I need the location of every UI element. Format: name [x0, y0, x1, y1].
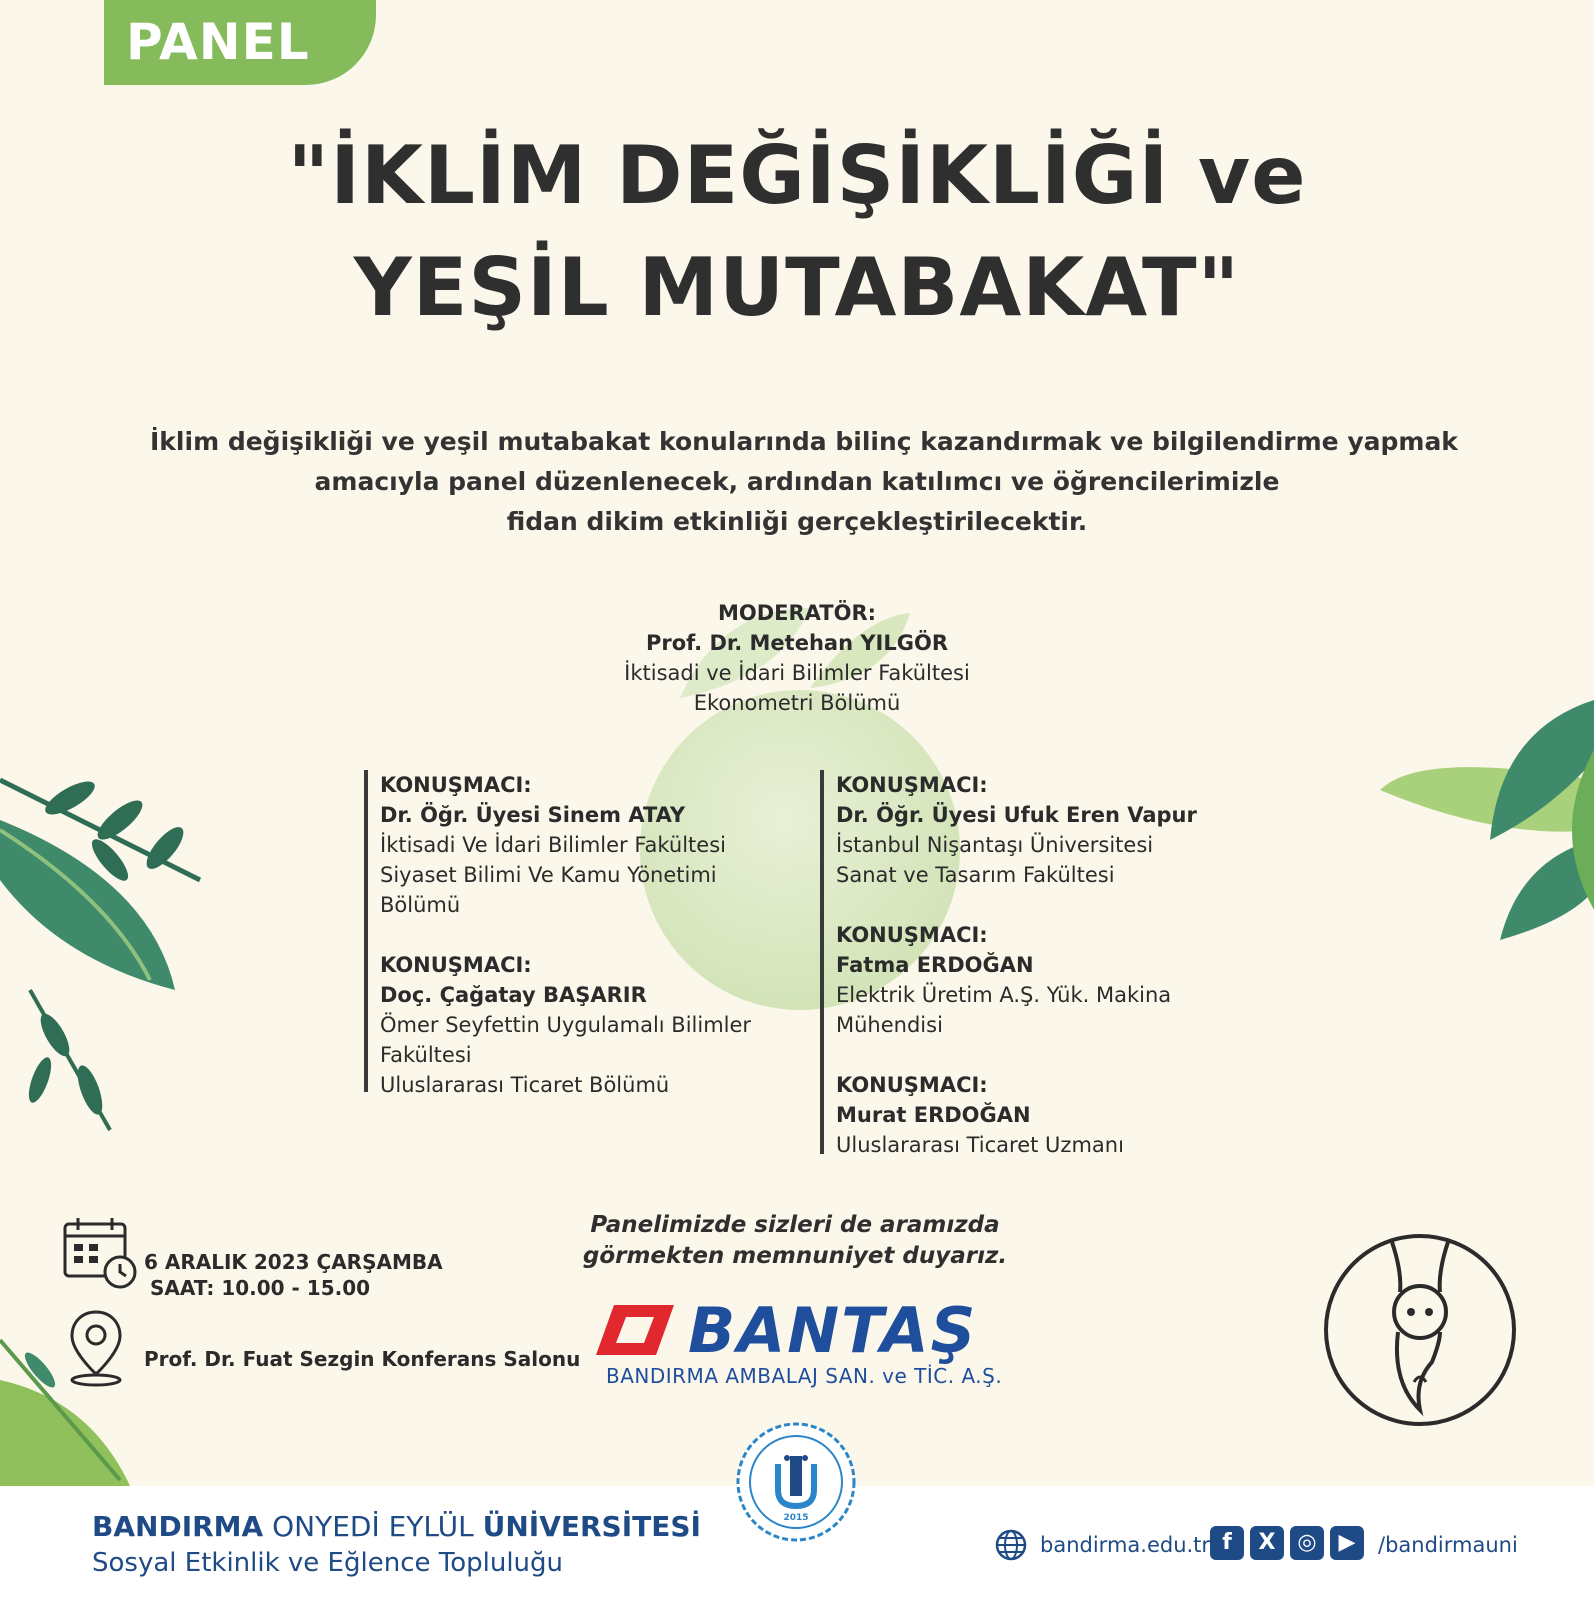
bantas-logo-mark	[596, 1303, 674, 1357]
intro-line-1: İklim değişikliği ve yeşil mutabakat konularında bilinç kazandırmak ve bilgilendirme yapmak	[150, 427, 1458, 456]
moderator-department: Ekonometri Bölümü	[693, 691, 901, 715]
intro-line-2: amacıyla panel düzenlenecek, ardından katılımcı ve öğrencilerimizle	[314, 467, 1280, 496]
event-date: 6 ARALIK 2023 ÇARŞAMBA	[144, 1250, 443, 1274]
welcome-message	[560, 1210, 1030, 1272]
speaker-line: Sanat ve Tasarım Fakültesi	[836, 863, 1115, 887]
speaker-card	[836, 770, 1260, 890]
speakers-left-column	[364, 770, 804, 1097]
speaker-name: Dr. Öğr. Üyesi Sinem ATAY	[380, 803, 686, 827]
speaker-card	[836, 920, 1260, 1040]
intro-line-3: fidan dikim etkinliği gerçekleştirilecektir.	[506, 507, 1088, 536]
page-title	[0, 120, 1594, 344]
moderator-faculty: İktisadi ve İdari Bilimler Fakültesi	[624, 661, 970, 685]
event-time: SAAT: 10.00 - 15.00	[150, 1276, 371, 1300]
bantas-subtitle: BANDIRMA AMBALAJ SAN. ve TİC. A.Ş.	[606, 1364, 1003, 1388]
university-name-part-2: ONYEDİ EYLÜL	[263, 1510, 483, 1543]
title-line-1: "İKLİM DEĞİŞİKLİĞİ ve	[287, 129, 1307, 222]
location-pin-icon	[66, 1308, 126, 1388]
event-date-time	[144, 1249, 443, 1301]
speaker-line: Uluslararası Ticaret Uzmanı	[836, 1133, 1124, 1157]
speaker-label: KONUŞMACI:	[836, 1073, 988, 1097]
x-icon[interactable]: X	[1250, 1526, 1284, 1560]
moderator-name: Prof. Dr. Metehan YILGÖR	[646, 631, 948, 655]
speaker-line: İstanbul Nişantaşı Üniversitesi	[836, 833, 1154, 857]
bantas-logo: BANTAŞ	[688, 1294, 978, 1367]
speaker-line: Fakültesi	[380, 1043, 472, 1067]
university-seal-logo	[734, 1420, 858, 1544]
club-emblem-logo	[1322, 1232, 1518, 1428]
moderator-block	[0, 598, 1594, 718]
facebook-icon[interactable]: f	[1210, 1526, 1244, 1560]
speaker-name: Doç. Çağatay BAŞARIR	[380, 983, 647, 1007]
speaker-name: Murat ERDOĞAN	[836, 1103, 1031, 1127]
intro-paragraph	[150, 422, 1458, 542]
event-venue: Prof. Dr. Fuat Sezgin Konferans Salonu	[144, 1347, 581, 1371]
university-name-part-1: BANDIRMA	[92, 1510, 264, 1543]
website-link[interactable]: bandirma.edu.tr	[1040, 1533, 1211, 1557]
welcome-line-2: görmekten memnuniyet duyarız.	[582, 1243, 1008, 1269]
youtube-icon[interactable]: ▶	[1330, 1526, 1364, 1560]
calendar-icon	[62, 1214, 138, 1290]
club-name: Sosyal Etkinlik ve Eğlence Topluluğu	[92, 1548, 564, 1578]
globe-web-icon	[994, 1528, 1028, 1562]
speaker-line: Ömer Seyfettin Uygulamalı Bilimler	[380, 1013, 752, 1037]
speakers-right-column	[820, 770, 1260, 1157]
speaker-name: Fatma ERDOĞAN	[836, 953, 1034, 977]
leaf-decoration-right	[1380, 690, 1594, 960]
speaker-card	[380, 950, 804, 1100]
speaker-line: Siyaset Bilimi Ve Kamu Yönetimi	[380, 863, 717, 887]
university-name	[92, 1510, 701, 1544]
panel-tag: PANEL	[104, 0, 376, 85]
university-name-part-3: ÜNİVERSİTESİ	[482, 1510, 701, 1543]
speaker-card	[380, 770, 804, 920]
speaker-line: Elektrik Üretim A.Ş. Yük. Makina	[836, 983, 1172, 1007]
speaker-line: Uluslararası Ticaret Bölümü	[380, 1073, 670, 1097]
speaker-label: KONUŞMACI:	[836, 773, 988, 797]
instagram-icon[interactable]: ◎	[1290, 1526, 1324, 1560]
seal-year: 2015	[783, 1513, 809, 1523]
social-handle[interactable]: /bandirmauni	[1378, 1533, 1518, 1557]
moderator-label: MODERATÖR:	[717, 601, 877, 625]
speaker-card	[836, 1070, 1260, 1160]
welcome-line-1: Panelimizde sizleri de aramızda	[590, 1212, 1000, 1238]
title-line-2: YEŞİL MUTABAKAT"	[353, 241, 1241, 334]
speaker-line: İktisadi Ve İdari Bilimler Fakültesi	[380, 833, 726, 857]
speaker-line: Bölümü	[380, 893, 461, 917]
speaker-name: Dr. Öğr. Üyesi Ufuk Eren Vapur	[836, 803, 1197, 827]
speaker-line: Mühendisi	[836, 1013, 943, 1037]
speaker-label: KONUŞMACI:	[380, 953, 532, 977]
speaker-label: KONUŞMACI:	[380, 773, 532, 797]
leaf-decoration-left	[0, 760, 210, 1140]
speaker-label: KONUŞMACI:	[836, 923, 988, 947]
